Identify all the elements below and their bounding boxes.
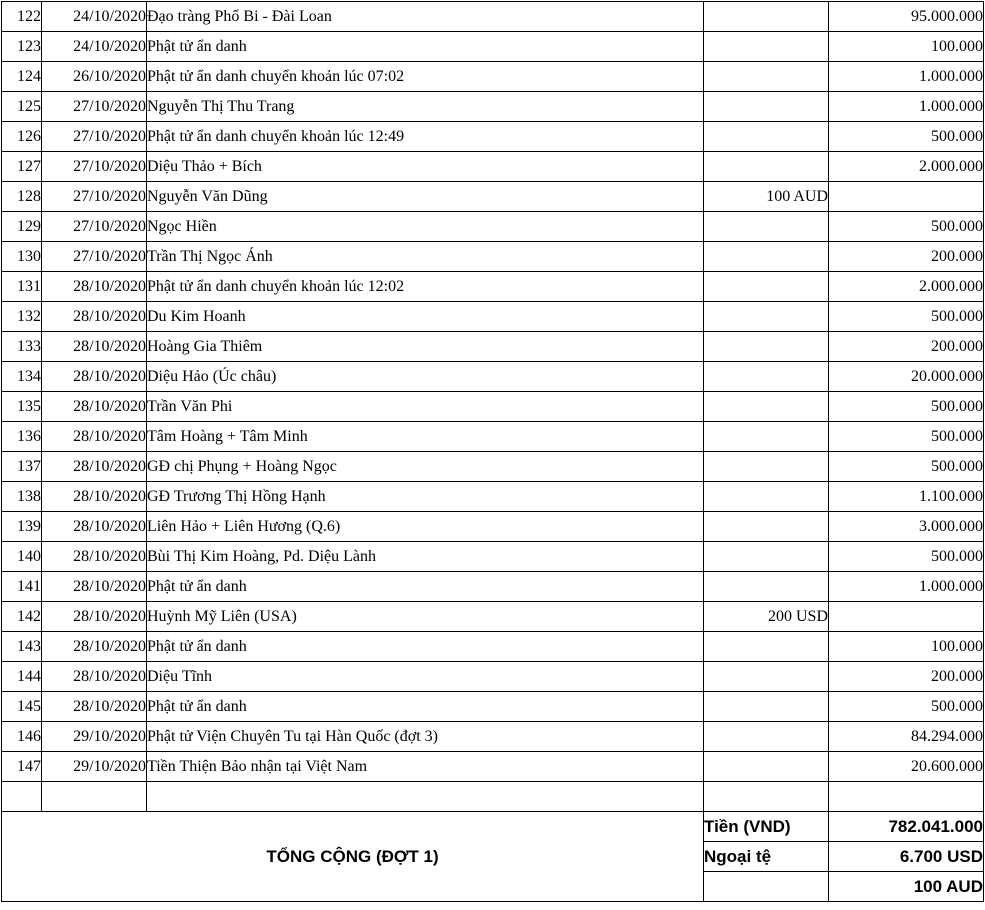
donor-name: Hoàng Gia Thiêm xyxy=(147,332,704,362)
table-row xyxy=(2,122,984,152)
row-date: 28/10/2020 xyxy=(42,452,147,482)
summary-section xyxy=(2,782,984,902)
row-date: 26/10/2020 xyxy=(42,62,147,92)
row-number: 135 xyxy=(2,392,42,422)
row-date: 28/10/2020 xyxy=(42,272,147,302)
donor-name: Bùi Thị Kim Hoàng, Pd. Diệu Lành xyxy=(147,542,704,572)
vnd-amount: 20.600.000 xyxy=(829,752,984,782)
row-date: 24/10/2020 xyxy=(42,32,147,62)
table-row xyxy=(2,242,984,272)
foreign-amount xyxy=(704,662,829,692)
vnd-total-key: Tiền (VND) xyxy=(704,812,829,842)
table-row xyxy=(2,602,984,632)
row-number: 145 xyxy=(2,692,42,722)
donor-name: Ngọc Hiền xyxy=(147,212,704,242)
foreign-amount: 100 AUD xyxy=(704,182,829,212)
vnd-amount: 20.000.000 xyxy=(829,362,984,392)
vnd-amount: 500.000 xyxy=(829,422,984,452)
vnd-amount: 100.000 xyxy=(829,632,984,662)
donor-name: Nguyễn Văn Dũng xyxy=(147,182,704,212)
row-number: 144 xyxy=(2,662,42,692)
row-date: 28/10/2020 xyxy=(42,692,147,722)
table-row xyxy=(2,632,984,662)
row-number: 142 xyxy=(2,602,42,632)
table-row xyxy=(2,332,984,362)
row-date: 28/10/2020 xyxy=(42,482,147,512)
table-row xyxy=(2,692,984,722)
row-date: 28/10/2020 xyxy=(42,512,147,542)
foreign-total-key: Ngoại tệ xyxy=(704,842,829,872)
donor-name: Trần Thị Ngọc Ánh xyxy=(147,242,704,272)
table-row xyxy=(2,752,984,782)
table-row xyxy=(2,272,984,302)
table-row xyxy=(2,392,984,422)
table-row xyxy=(2,542,984,572)
donor-name: Diệu Tĩnh xyxy=(147,662,704,692)
donor-name: Diệu Hảo (Úc châu) xyxy=(147,362,704,392)
table-row xyxy=(2,722,984,752)
donation-table xyxy=(1,1,984,902)
donor-name: Phật tử ẩn danh xyxy=(147,632,704,662)
row-number: 134 xyxy=(2,362,42,392)
vnd-amount: 500.000 xyxy=(829,212,984,242)
donor-name: Liên Hảo + Liên Hương (Q.6) xyxy=(147,512,704,542)
foreign-amount xyxy=(704,722,829,752)
table-row xyxy=(2,212,984,242)
table-row xyxy=(2,662,984,692)
vnd-amount: 500.000 xyxy=(829,542,984,572)
vnd-amount: 200.000 xyxy=(829,662,984,692)
row-number: 136 xyxy=(2,422,42,452)
row-number: 124 xyxy=(2,62,42,92)
vnd-amount xyxy=(829,602,984,632)
foreign-amount xyxy=(704,392,829,422)
donor-name: Phật tử ẩn danh chuyển khoản lúc 12:49 xyxy=(147,122,704,152)
donation-rows xyxy=(2,2,984,782)
foreign-amount xyxy=(704,242,829,272)
donor-name: Tiền Thiện Bảo nhận tại Việt Nam xyxy=(147,752,704,782)
table-row xyxy=(2,2,984,32)
donor-name: Phật tử ẩn danh xyxy=(147,572,704,602)
row-date: 27/10/2020 xyxy=(42,242,147,272)
vnd-amount: 500.000 xyxy=(829,692,984,722)
foreign-amount xyxy=(704,332,829,362)
donor-name: Nguyễn Thị Thu Trang xyxy=(147,92,704,122)
row-date: 28/10/2020 xyxy=(42,422,147,452)
donor-name: Trần Văn Phi xyxy=(147,392,704,422)
row-number: 127 xyxy=(2,152,42,182)
row-date: 28/10/2020 xyxy=(42,362,147,392)
vnd-amount: 1.000.000 xyxy=(829,572,984,602)
foreign-amount xyxy=(704,92,829,122)
blank-row xyxy=(2,782,984,812)
row-number: 133 xyxy=(2,332,42,362)
row-number: 126 xyxy=(2,122,42,152)
vnd-amount: 200.000 xyxy=(829,242,984,272)
row-number: 129 xyxy=(2,212,42,242)
vnd-amount: 2.000.000 xyxy=(829,272,984,302)
row-number: 146 xyxy=(2,722,42,752)
donor-name: Phật tử ẩn danh xyxy=(147,32,704,62)
foreign-total-aud: 100 AUD xyxy=(829,872,984,902)
foreign-amount xyxy=(704,152,829,182)
blank-cell xyxy=(704,872,829,902)
foreign-amount xyxy=(704,632,829,662)
table-row xyxy=(2,572,984,602)
donor-name: GĐ Trương Thị Hồng Hạnh xyxy=(147,482,704,512)
table-row xyxy=(2,152,984,182)
vnd-amount: 500.000 xyxy=(829,122,984,152)
row-date: 28/10/2020 xyxy=(42,332,147,362)
vnd-amount: 1.000.000 xyxy=(829,92,984,122)
foreign-amount xyxy=(704,572,829,602)
blank-cell xyxy=(829,782,984,812)
vnd-amount: 2.000.000 xyxy=(829,152,984,182)
row-date: 28/10/2020 xyxy=(42,572,147,602)
foreign-amount xyxy=(704,122,829,152)
blank-cell xyxy=(147,782,704,812)
foreign-amount xyxy=(704,272,829,302)
table-row xyxy=(2,32,984,62)
vnd-amount: 500.000 xyxy=(829,452,984,482)
row-date: 27/10/2020 xyxy=(42,182,147,212)
donor-name: Huỳnh Mỹ Liên (USA) xyxy=(147,602,704,632)
row-number: 137 xyxy=(2,452,42,482)
row-date: 28/10/2020 xyxy=(42,302,147,332)
table-row xyxy=(2,302,984,332)
row-number: 138 xyxy=(2,482,42,512)
foreign-amount xyxy=(704,542,829,572)
row-number: 139 xyxy=(2,512,42,542)
table-row xyxy=(2,362,984,392)
row-date: 29/10/2020 xyxy=(42,752,147,782)
blank-cell xyxy=(704,782,829,812)
donor-name: Đạo tràng Phổ Bi - Đài Loan xyxy=(147,2,704,32)
row-number: 125 xyxy=(2,92,42,122)
vnd-amount: 100.000 xyxy=(829,32,984,62)
foreign-amount xyxy=(704,692,829,722)
vnd-amount: 95.000.000 xyxy=(829,2,984,32)
table-row xyxy=(2,452,984,482)
row-number: 132 xyxy=(2,302,42,332)
summary-row-vnd xyxy=(2,812,984,842)
row-date: 28/10/2020 xyxy=(42,602,147,632)
foreign-amount xyxy=(704,452,829,482)
foreign-amount xyxy=(704,62,829,92)
donor-name: Tâm Hoàng + Tâm Minh xyxy=(147,422,704,452)
vnd-amount: 500.000 xyxy=(829,302,984,332)
row-date: 28/10/2020 xyxy=(42,392,147,422)
row-date: 29/10/2020 xyxy=(42,722,147,752)
donor-name: Phật tử ẩn danh xyxy=(147,692,704,722)
table-row xyxy=(2,182,984,212)
foreign-amount xyxy=(704,512,829,542)
vnd-amount: 3.000.000 xyxy=(829,512,984,542)
foreign-amount xyxy=(704,422,829,452)
row-date: 27/10/2020 xyxy=(42,92,147,122)
table-row xyxy=(2,482,984,512)
row-date: 28/10/2020 xyxy=(42,542,147,572)
foreign-amount: 200 USD xyxy=(704,602,829,632)
row-number: 141 xyxy=(2,572,42,602)
foreign-amount xyxy=(704,362,829,392)
table-row xyxy=(2,62,984,92)
grand-total-label: TỔNG CỘNG (ĐỢT 1) xyxy=(2,812,704,902)
row-date: 27/10/2020 xyxy=(42,212,147,242)
blank-cell xyxy=(42,782,147,812)
donor-name: Diệu Thảo + Bích xyxy=(147,152,704,182)
row-date: 28/10/2020 xyxy=(42,662,147,692)
row-date: 27/10/2020 xyxy=(42,122,147,152)
table-row xyxy=(2,512,984,542)
row-number: 143 xyxy=(2,632,42,662)
row-number: 147 xyxy=(2,752,42,782)
vnd-amount: 500.000 xyxy=(829,392,984,422)
row-date: 27/10/2020 xyxy=(42,152,147,182)
foreign-total-usd: 6.700 USD xyxy=(829,842,984,872)
blank-cell xyxy=(2,782,42,812)
row-date: 24/10/2020 xyxy=(42,2,147,32)
donor-name: Phật tử Viện Chuyên Tu tại Hàn Quốc (đợt 3) xyxy=(147,722,704,752)
foreign-amount xyxy=(704,752,829,782)
foreign-amount xyxy=(704,212,829,242)
row-number: 128 xyxy=(2,182,42,212)
donor-name: GĐ chị Phụng + Hoàng Ngọc xyxy=(147,452,704,482)
row-number: 122 xyxy=(2,2,42,32)
table-row xyxy=(2,92,984,122)
foreign-amount xyxy=(704,32,829,62)
vnd-amount: 1.100.000 xyxy=(829,482,984,512)
foreign-amount xyxy=(704,482,829,512)
vnd-amount xyxy=(829,182,984,212)
vnd-amount: 84.294.000 xyxy=(829,722,984,752)
row-number: 140 xyxy=(2,542,42,572)
vnd-total-value: 782.041.000 xyxy=(829,812,984,842)
vnd-amount: 1.000.000 xyxy=(829,62,984,92)
donor-name: Phật tử ẩn danh chuyển khoản lúc 12:02 xyxy=(147,272,704,302)
foreign-amount xyxy=(704,2,829,32)
table-row xyxy=(2,422,984,452)
foreign-amount xyxy=(704,302,829,332)
donor-name: Phật tử ẩn danh chuyển khoản lúc 07:02 xyxy=(147,62,704,92)
row-number: 131 xyxy=(2,272,42,302)
row-number: 123 xyxy=(2,32,42,62)
vnd-amount: 200.000 xyxy=(829,332,984,362)
row-date: 28/10/2020 xyxy=(42,632,147,662)
row-number: 130 xyxy=(2,242,42,272)
donor-name: Du Kim Hoanh xyxy=(147,302,704,332)
